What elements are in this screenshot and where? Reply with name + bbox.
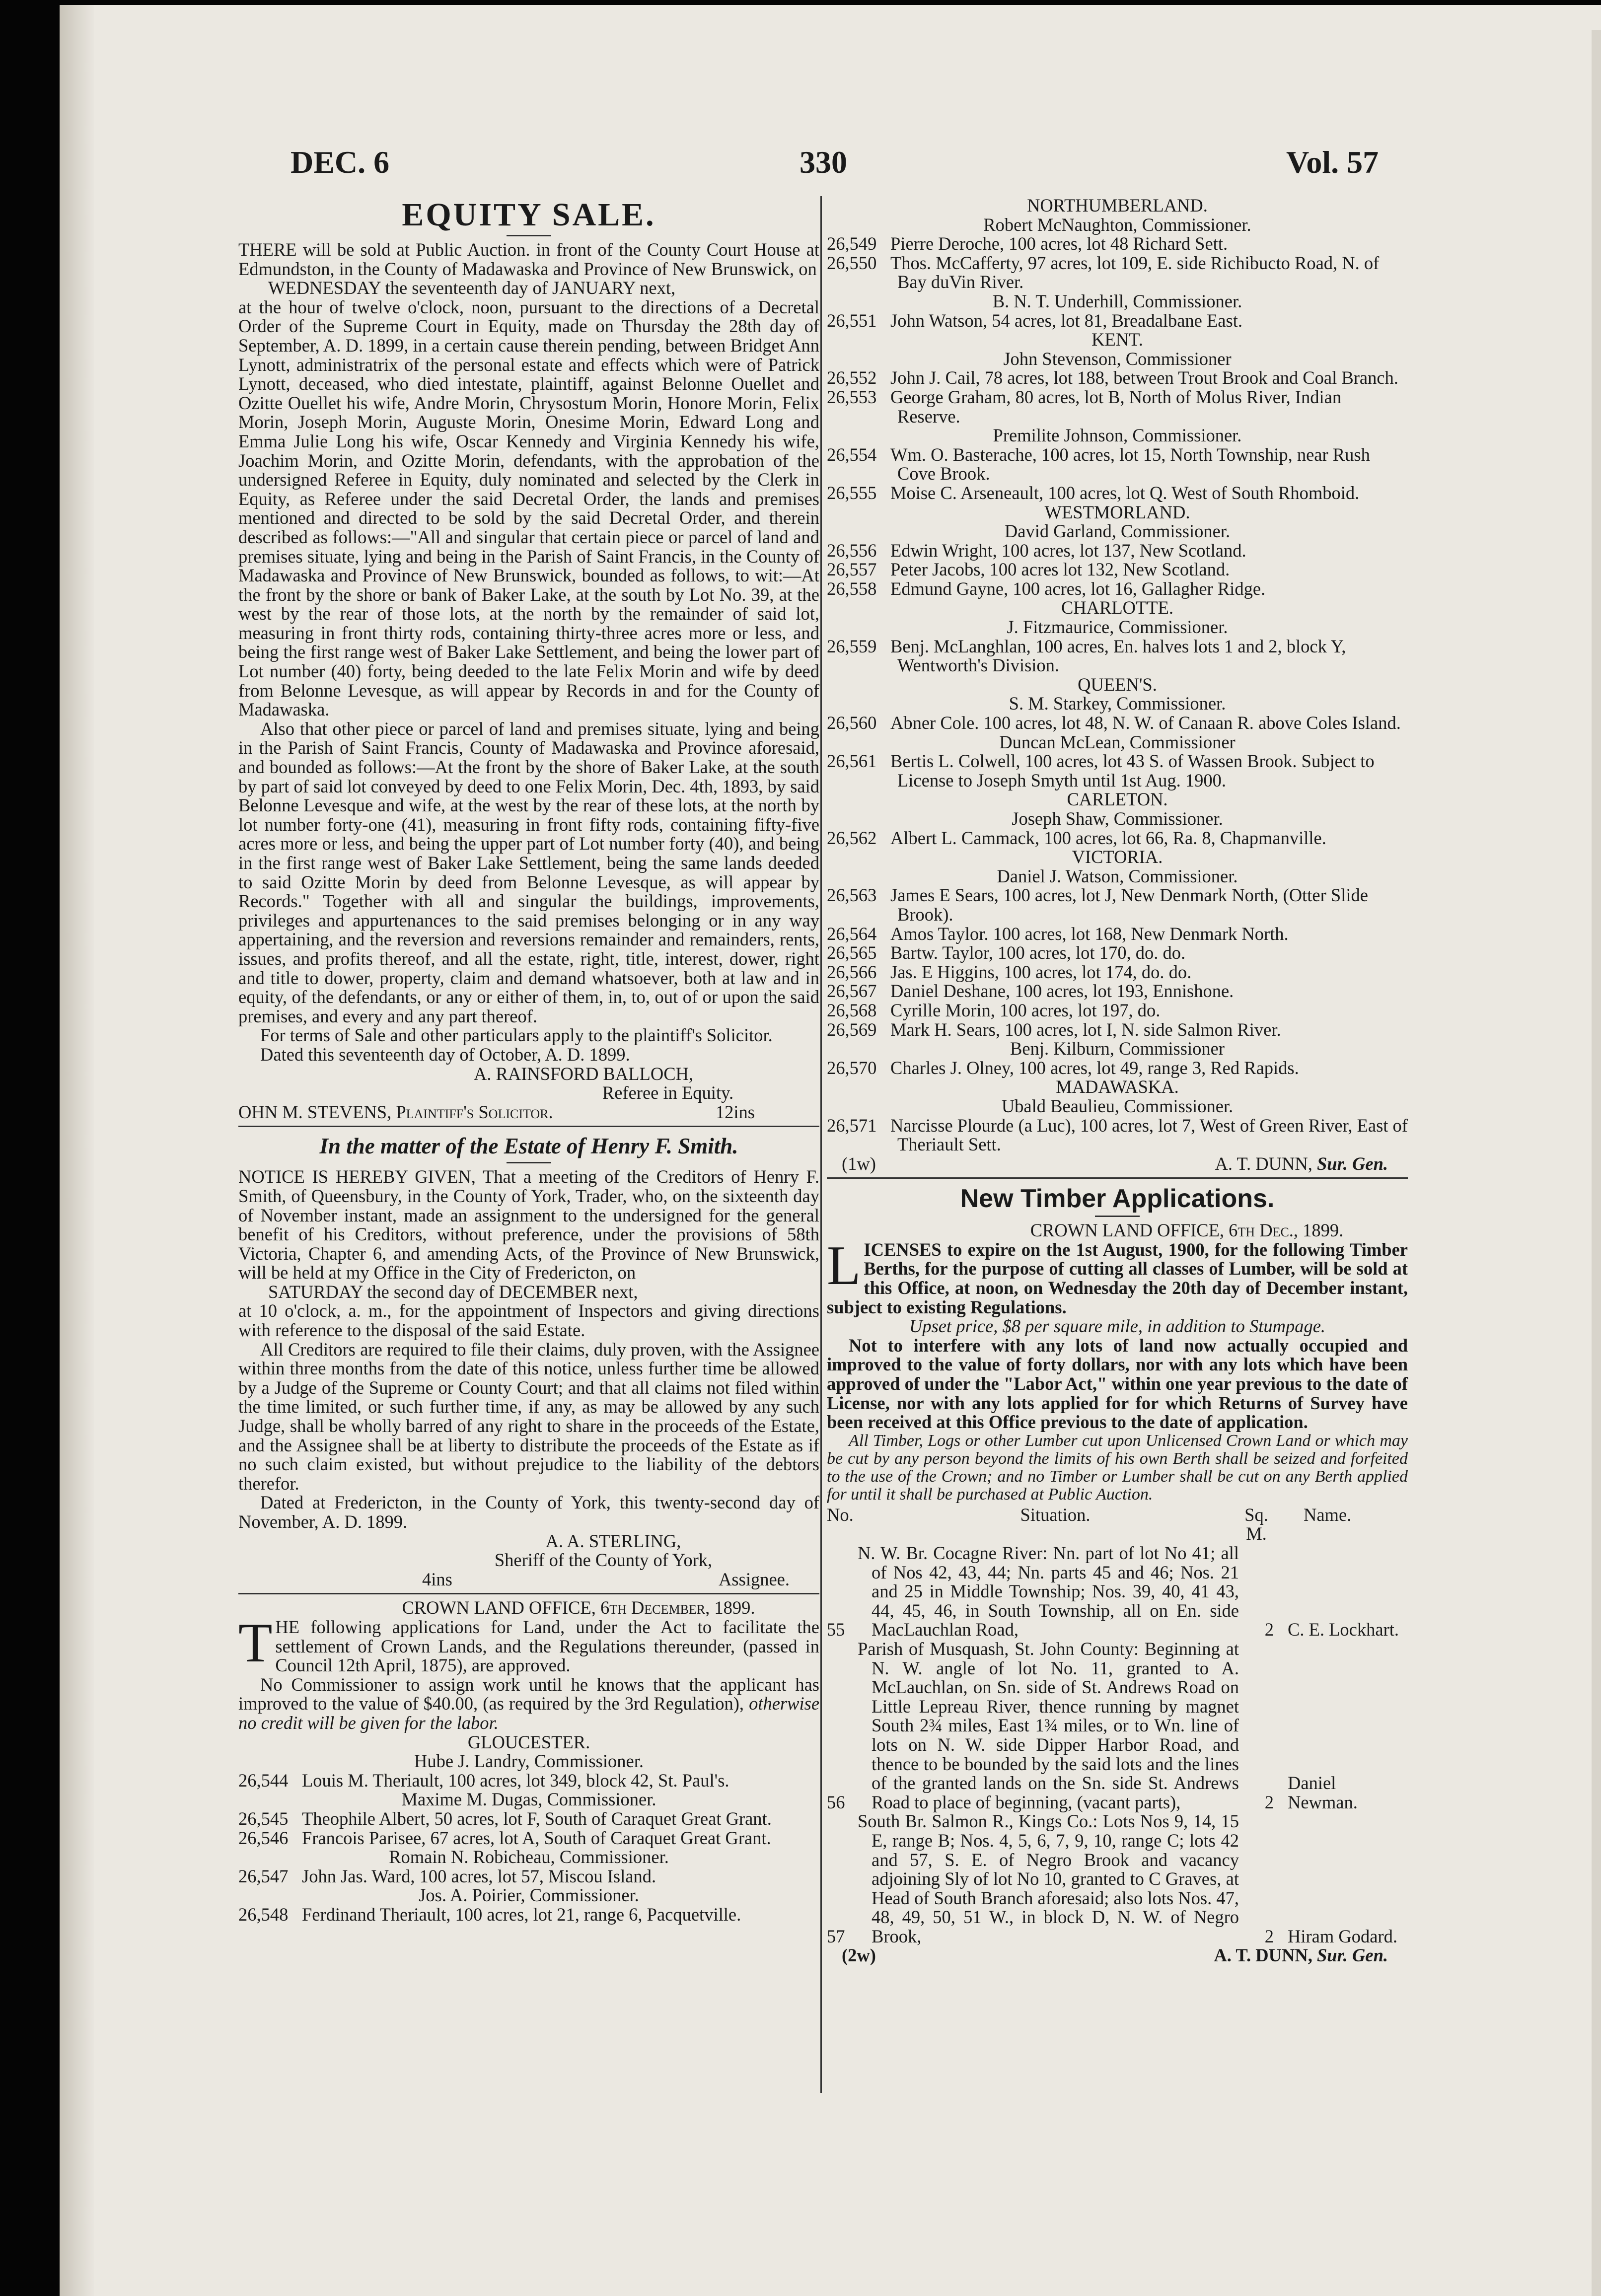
application-text: Ferdinand Theriault, 100 acres, lot 21, range 6, Pacquetville.: [302, 1904, 741, 1925]
county-heading: VICTORIA.: [1072, 847, 1163, 867]
commissioner-name: Daniel J. Watson, Commissioner.: [997, 865, 1238, 886]
application-text: Mark H. Sears, 100 acres, lot I, N. side Salmon River.: [890, 1019, 1281, 1040]
insertion-count: 12ins: [715, 1101, 755, 1122]
application-text: Narcisse Plourde (a Luc), 100 acres, lot 7, West of Green River, East of Theriault Sett.: [890, 1115, 1408, 1155]
notice-paragraph: All Creditors are required to file their claims, duly proven, with the Assignee within three months from the date of this notice, unless further time be allowed by a Judge of the Supreme or County Court; and that all claims not filed within the time limited, or such further time, if any, as may be allowed by any such Judge, shall be wholly barred of any right to share in the proceeds of the Estate, and the Assignee shall be at liberty to distribute the proceeds of the Estate as if no such claim existed, but without prejudice to the liability of the debtors therefor.: [238, 1339, 819, 1494]
equity-sale-notice: [238, 196, 819, 1122]
timber-dateline: CROWN LAND OFFICE, 6th Dec., 1899.: [1030, 1220, 1344, 1241]
commissioner-name: John Stevenson, Commissioner: [1003, 348, 1232, 369]
berth-situation: South Br. Salmon R., Kings Co.: Lots Nos 9, 14, 15 E, range B; Nos. 4, 5, 6, 7, 9, 10, range C; lots 42 and 57, S. E. of Negro Brook and vacancy adjoining Sly of lot No 10, granted to C Graves, at Head of South Branch aforesaid; also lots Nos. 47, 48, 49, 50, 51 W., in block D, N. W. of Negro Brook,: [858, 1811, 1239, 1946]
county-heading: GLOUCESTER.: [467, 1731, 590, 1752]
signer-name: A. RAINSFORD BALLOCH,: [473, 1063, 694, 1084]
list-item: [827, 311, 1408, 331]
list-item: [827, 234, 1408, 254]
commissioner-name: Duncan McLean, Commissioner: [999, 731, 1236, 752]
application-number: 26,563: [827, 885, 877, 906]
applicant-name: C. E. Lockhart.: [1288, 1619, 1399, 1640]
applicant-name: Hiram Godard.: [1288, 1926, 1397, 1946]
insertion-count: (2w): [842, 1945, 876, 1966]
list-item: [827, 1059, 1408, 1078]
county-heading: KENT.: [1092, 329, 1143, 350]
county-heading: WESTMORLAND.: [1044, 502, 1190, 522]
county-heading: CARLETON.: [1067, 789, 1168, 810]
list-item: [238, 1867, 819, 1886]
title-rule: [507, 1162, 551, 1163]
application-number: 26,550: [827, 252, 877, 273]
list-item: [827, 254, 1408, 292]
column-header: No.: [827, 1504, 854, 1525]
smith-estate-notice: [238, 1131, 819, 1589]
commissioner-name: Premilite Johnson, Commissioner.: [993, 425, 1242, 446]
notice-paragraph: THERE will be sold at Public Auction. in front of the County Court House at Edmundston, in the County of Madawaska and Province of New Brunswick, on: [238, 239, 819, 279]
commissioner-name: Maxime M. Dugas, Commissioner.: [401, 1789, 656, 1810]
berth-number: 55: [827, 1619, 845, 1640]
commissioner-name: Ubald Beaulieu, Commissioner.: [1001, 1095, 1234, 1116]
application-number: 26,564: [827, 923, 877, 944]
berth-number: 57: [827, 1926, 845, 1946]
application-text: James E Sears, 100 acres, lot J, New Denmark North, (Otter Slide Brook).: [890, 885, 1368, 925]
list-item: [827, 925, 1408, 944]
county-heading: MADAWASKA.: [1056, 1076, 1179, 1097]
timber-table-body: [827, 1544, 1408, 1946]
notice-paragraph: Not to interfere with any lots of land now actually occupied and improved to the value of forty dollars, nor with any lots which have been approved of under the "Labor Act," within one year previous to the date of License, nor with any lots applied for for which Returns of Survey have been received at this Office previous to the date of application.: [827, 1335, 1408, 1433]
application-number: 26,560: [827, 713, 877, 733]
regulation-text: No Commissioner to assign work until he knows that the applicant has improved to the value of $40.00, (as required by the 3rd Regulation),: [238, 1674, 819, 1714]
section-rule: [827, 1177, 1408, 1179]
list-item: [827, 714, 1408, 733]
application-number: 26,556: [827, 540, 877, 561]
list-item: [827, 541, 1408, 561]
application-text: Charles J. Olney, 100 acres, lot 49, range 3, Red Rapids.: [890, 1057, 1299, 1078]
right-column: [827, 196, 1408, 1965]
notice-paragraph: Dated at Fredericton, in the County of York, this twenty-second day of November, A. D. 1899.: [238, 1492, 819, 1532]
application-number: 26,546: [238, 1827, 289, 1848]
berth-square-miles: 2: [1264, 1926, 1274, 1946]
notice-paragraph: [827, 1234, 1408, 1317]
timber-title: New Timber Applications.: [960, 1184, 1275, 1214]
application-text: Benj. McLanghlan, 100 acres, En. halves lots 1 and 2, block Y, Wentworth's Division.: [890, 636, 1346, 676]
application-text: John Jas. Ward, 100 acres, lot 57, Miscou Island.: [302, 1866, 656, 1886]
application-text: John J. Cail, 78 acres, lot 188, between Trout Brook and Coal Branch.: [890, 367, 1398, 388]
timber-intro: ICENSES to expire on the 1st August, 1900, for the following Timber Berths, for the purpose of cutting all classes of Lumber, will be sold at this Office, at noon, on Wednesday the 20th day of December instant, subject to existing Regulations.: [827, 1239, 1408, 1317]
crown-land-notice: [238, 1598, 819, 1924]
list-item: [827, 484, 1408, 503]
signer-title: Sur. Gen.: [1316, 1945, 1388, 1966]
solicitor-line: [238, 1103, 819, 1122]
application-text: Francois Parisee, 67 acres, lot A, South of Caraquet Great Grant.: [302, 1827, 771, 1848]
application-number: 26,559: [827, 636, 877, 656]
notice-paragraph: [238, 1612, 819, 1676]
application-text: Pierre Deroche, 100 acres, lot 48 Richard Sett.: [890, 233, 1228, 254]
county-heading: NORTHUMBERLAND.: [1027, 195, 1208, 215]
notice-paragraph: [238, 1675, 819, 1733]
title-rule: [507, 235, 551, 236]
list-item: [827, 943, 1408, 963]
insertion-count: 4ins: [422, 1569, 452, 1589]
binding-shadow: [60, 5, 94, 2296]
list-item: [827, 388, 1408, 426]
header-date: DEC. 6: [291, 144, 390, 180]
regulation-italic-text: otherwise no credit will be given for the labor.: [238, 1693, 820, 1733]
list-item: [238, 1809, 819, 1829]
commissioner-name: Robert McNaughton, Commissioner.: [983, 214, 1251, 235]
list-item: [238, 1771, 819, 1791]
left-column: [238, 196, 819, 1924]
upset-price: Upset price, $8 per square mile, in addition to Stumpage.: [909, 1316, 1326, 1337]
application-text: Thos. McCafferty, 97 acres, lot 109, E. side Richibucto Road, N. of Bay duVin River.: [890, 252, 1380, 292]
signer-title: Referee in Equity.: [602, 1082, 734, 1103]
berth-number: 56: [827, 1792, 845, 1812]
application-text: Bartw. Taylor, 100 acres, lot 170, do. do.: [890, 942, 1186, 963]
commissioner-name: Hube J. Landry, Commissioner.: [414, 1751, 644, 1772]
application-text: Jas. E Higgins, 100 acres, lot 174, do. do.: [890, 961, 1192, 982]
list-item: [827, 829, 1408, 848]
commissioner-name: J. Fitzmaurice, Commissioner.: [1007, 617, 1228, 638]
title-rule: [1095, 1216, 1140, 1217]
column-header: Name.: [1304, 1504, 1352, 1525]
list-item: [827, 368, 1408, 388]
crown-land-intro: HE following applications for Land, under the Act to facilitate the settlement of Crown Lands, and the Regulations thereunder, (passed in Council 12th April, 1875), are approved.: [275, 1616, 819, 1676]
application-number: 26,570: [827, 1057, 877, 1078]
application-number: 26,561: [827, 751, 877, 772]
application-number: 26,549: [827, 233, 877, 254]
signer-title: Sheriff of the County of York,: [494, 1550, 713, 1571]
section-rule: [238, 1593, 819, 1594]
county-heading: QUEEN'S.: [1078, 674, 1157, 695]
column-divider: [820, 196, 822, 2093]
applicant-name: Daniel Newman.: [1288, 1773, 1358, 1812]
application-number: 26,565: [827, 942, 877, 963]
volume-label: Vol. 57: [1286, 144, 1379, 180]
application-text: Albert L. Cammack, 100 acres, lot 66, Ra. 8, Chapmanville.: [890, 827, 1326, 848]
list-item: [827, 560, 1408, 579]
sale-date-line: WEDNESDAY the seventeenth day of JANUARY next,: [268, 278, 676, 298]
table-row: [827, 1544, 1408, 1640]
column-header: Sq. M.: [1244, 1504, 1268, 1544]
commissioner-name: S. M. Starkey, Commissioner.: [1009, 693, 1226, 714]
application-number: 26,548: [238, 1904, 289, 1925]
list-item: [827, 886, 1408, 924]
notice-paragraph: NOTICE IS HEREBY GIVEN, That a meeting of the Creditors of Henry F. Smith, of Queensbury, in the County of York, Trader, who, on the sixteenth day of November instant, made an assignment to the undersigned for the general benefit of his Creditors, without preference, under the provisions of 58th Victoria, Chapter 6, and amending Acts, of the Province of New Brunswick, will be held at my Office in the City of Fredericton, on: [238, 1166, 819, 1283]
crown-land-counties: [827, 196, 1408, 1154]
application-text: Bertis L. Colwell, 100 acres, lot 43 S. of Wassen Brook. Subject to License to Joseph Smyth until 1st Aug. 1900.: [890, 751, 1375, 790]
application-text: Cyrille Morin, 100 acres, lot 197, do.: [890, 1000, 1161, 1020]
application-number: 26,569: [827, 1019, 877, 1040]
county-heading: CHARLOTTE.: [1061, 597, 1174, 618]
application-text: Edmund Gayne, 100 acres, lot 16, Gallagher Ridge.: [890, 578, 1266, 599]
application-text: Theophile Albert, 50 acres, lot F, South of Caraquet Great Grant.: [302, 1808, 772, 1829]
solicitor-name: OHN M. STEVENS, Plaintiff's Solicitor.: [238, 1101, 553, 1122]
meeting-date-line: SATURDAY the second day of DECEMBER next,: [268, 1281, 638, 1302]
application-text: George Graham, 80 acres, lot B, North of Molus River, Indian Reserve.: [890, 386, 1342, 427]
gloucester-list: [238, 1752, 819, 1924]
application-number: 26,544: [238, 1770, 289, 1791]
application-number: 26,547: [238, 1866, 289, 1886]
notice-paragraph: at 10 o'clock, a. m., for the appointment of Inspectors and giving directions with reference to the disposal of the said Estate.: [238, 1300, 819, 1341]
smith-estate-title: In the matter of the Estate of Henry F. Smith.: [319, 1134, 738, 1159]
signer-name: A. T. DUNN,: [1214, 1945, 1312, 1966]
signer-role-line: [238, 1570, 819, 1589]
application-number: 26,571: [827, 1115, 877, 1136]
application-number: 26,555: [827, 482, 877, 503]
application-text: Daniel Deshane, 100 acres, lot 193, Ennishone.: [890, 981, 1234, 1002]
signer-name: A. A. STERLING,: [545, 1530, 681, 1551]
commissioner-name: Benj. Kilburn, Commissioner: [1010, 1038, 1225, 1059]
signature-line: [827, 1946, 1408, 1965]
application-number: 26,545: [238, 1808, 289, 1829]
list-item: [827, 752, 1408, 790]
application-number: 26,562: [827, 827, 877, 848]
list-item: [827, 445, 1408, 484]
application-number: 26,557: [827, 559, 877, 580]
dated-line: Dated this seventeenth day of October, A. D. 1899.: [260, 1044, 630, 1065]
application-text: Peter Jacobs, 100 acres lot 132, New Scotland.: [890, 559, 1230, 580]
table-row: [827, 1812, 1408, 1946]
notice-paragraph: For terms of Sale and other particulars apply to the plaintiff's Solicitor.: [260, 1025, 773, 1046]
notice-paragraph: All Timber, Logs or other Lumber cut upon Unlicensed Crown Land or which may be cut by any person beyond the limits of his own Berth shall be seized and forfeited to the use of the Crown; and no Timber or Lumber shall be cut on any Berth applied for until it shall be purchased at Public Auction.: [827, 1431, 1408, 1504]
column-header: Situation.: [1020, 1504, 1091, 1525]
insertion-count: (1w): [842, 1153, 876, 1174]
commissioner-name: David Garland, Commissioner.: [1004, 521, 1231, 542]
list-item: [238, 1905, 819, 1925]
application-number: 26,551: [827, 310, 877, 331]
application-text: Moise C. Arseneault, 100 acres, lot Q. West of South Rhomboid.: [890, 482, 1360, 503]
commissioner-name: Joseph Shaw, Commissioner.: [1012, 808, 1223, 829]
list-item: [827, 1020, 1408, 1040]
application-text: John Watson, 54 acres, lot 81, Breadalbane East.: [890, 310, 1242, 331]
application-number: 26,567: [827, 981, 877, 1002]
berth-square-miles: 2: [1264, 1792, 1274, 1812]
application-number: 26,566: [827, 961, 877, 982]
table-row: [827, 1640, 1408, 1812]
application-text: Edwin Wright, 100 acres, lot 137, New Scotland.: [890, 540, 1246, 561]
commissioner-name: Romain N. Robicheau, Commissioner.: [389, 1847, 669, 1867]
commissioner-name: Jos. A. Poirier, Commissioner.: [419, 1885, 639, 1906]
signer-title: Sur. Gen.: [1316, 1153, 1388, 1174]
berth-square-miles: 2: [1264, 1619, 1274, 1640]
timber-applications-notice: [827, 1183, 1408, 1965]
list-item: [827, 637, 1408, 675]
signer-role: Assignee.: [719, 1569, 790, 1589]
notice-paragraph: at the hour of twelve o'clock, noon, pursuant to the directions of a Decretal Order of the Supreme Court in Equity, made on Thursday the 28th day of September, A. D. 1899, in a certain cause therein pending, between Bridget Ann Lynott, administratrix of the personal estate and effects which were of Patrick Lynott, deceased, who died intestate, plaintiff, against Belonne Ouellet and Ozitte Ouellet his wife, Andre Morin, Chrysostum Morin, Honore Morin, Felix Morin, Joseph Morin, Auguste Morin, Onesime Morin, Edward Long and Emma Julie Long his wife, Oscar Kennedy and Virginia Kennedy his wife, Joachim Morin, and Ozitte Morin, defendants, with the approbation of the undersigned Referee in Equity, duly nominated and selected by the Clerk in Equity, as Referee under the said Decretal Order, the lands and premises mentioned and directed to be sold by the said Decretal Order, and therein described as follows:—"All and singular that certain piece or parcel of land and premises situate, lying and being in the Parish of Saint Francis, in the County of Madawaska and Province of New Brunswick, bounded as follows, to wit:—At the front by the shore or bank of Baker Lake, at the south by Lot No. 39, at the west by the rear of those lots, at the north by the remainder of said lot, measuring in front thirty rods, containing thirty-three acres more or less, and being the first range west of Baker Lake Settlement, and being the lower part of Lot number (40) forty, being deeded to the late Felix Morin and wife by deed from Belonne Levesque, as will appear by Records in and for the County of Madawaska.: [238, 296, 819, 720]
list-item: [827, 1001, 1408, 1020]
application-number: 26,553: [827, 386, 877, 407]
list-item: [827, 982, 1408, 1001]
timber-table-header: [827, 1506, 1408, 1544]
equity-sale-title: EQUITY SALE.: [402, 197, 656, 233]
list-item: [827, 579, 1408, 599]
drop-cap: L: [827, 1234, 861, 1296]
drop-cap: T: [238, 1612, 273, 1674]
application-text: Louis M. Theriault, 100 acres, lot 349, block 42, St. Paul's.: [302, 1770, 729, 1791]
commissioner-name: B. N. T. Underhill, Commissioner.: [992, 290, 1242, 311]
application-text: Abner Cole. 100 acres, lot 48, N. W. of Canaan R. above Coles Island.: [890, 713, 1401, 733]
signer-name: A. T. DUNN,: [1215, 1153, 1312, 1174]
next-page-edge: [1592, 30, 1601, 2296]
crown-land-dateline: CROWN LAND OFFICE, 6th December, 1899.: [402, 1597, 755, 1618]
section-rule: [238, 1126, 819, 1127]
berth-situation: Parish of Musquash, St. John County: Beginning at N. W. angle of lot No. 11, granted to A. McLauchlan, on Sn. side of St. Andrews Road on Little Lepreau River, thence running by magnet South 2¾ miles, East 1¾ miles, or to Wn. line of lots on N. W. side Dipper Harbor Road, and thence to be bounded by the said lots and the lines of the granted lands on the Sn. side St. Andrews Road to place of beginning, (vacant parts),: [858, 1638, 1239, 1812]
list-item: [827, 963, 1408, 982]
signature-line: [827, 1154, 1408, 1174]
application-number: 26,554: [827, 444, 877, 465]
application-number: 26,568: [827, 1000, 877, 1020]
application-text: Wm. O. Basterache, 100 acres, lot 15, North Township, near Rush Cove Brook.: [890, 444, 1370, 484]
application-text: Amos Taylor. 100 acres, lot 168, New Denmark North.: [890, 923, 1289, 944]
page-number: 330: [800, 144, 847, 180]
list-item: [827, 1116, 1408, 1154]
application-number: 26,558: [827, 578, 877, 599]
berth-situation: N. W. Br. Cocagne River: Nn. part of lot No 41; all of Nos 42, 43, 44; Nn. parts 45 and 46; Nos. 21 and 25 in Middle Township; Nos. 39, 40, 41 43, 44, 45, 46, in South Township, all on En. side MacLauchlan Road,: [858, 1543, 1239, 1640]
application-number: 26,552: [827, 367, 877, 388]
notice-paragraph: Also that other piece or parcel of land and premises situate, lying and being in the Parish of Saint Francis, County of Madawaska and Province aforesaid, and bounded as follows:—At the front by the shore of Baker Lake, at the south by part of said lot conveyed by deed to one Felix Morin, Dec. 4th, 1893, by said Belonne Levesque and wife, at the west by the rear of these lots, at the north by lot number forty-one (41), measuring in front fifty rods, containing fifty-five acres more or less, and being the upper part of Lot number forty (40), and being in the first range west of Baker Lake Settlement, being the same lands deeded to said Ozitte Morin by deed from Belonne Levesque, as will appear by Records." Together with all and singular the buildings, improvements, privileges and appurtenances to the said premises belonging or in any way appertaining, and the reversion and reversions remainder and remainders, rents, issues, and profits thereof, and all the estate, right, title, interest, dower, right and title to dower, property, claim and demand whatsoever, both at law and in equity, of the defendants, or any or either of them, in, to, out of or upon the said premises, and every and any part thereof.: [238, 718, 819, 1026]
list-item: [238, 1829, 819, 1848]
